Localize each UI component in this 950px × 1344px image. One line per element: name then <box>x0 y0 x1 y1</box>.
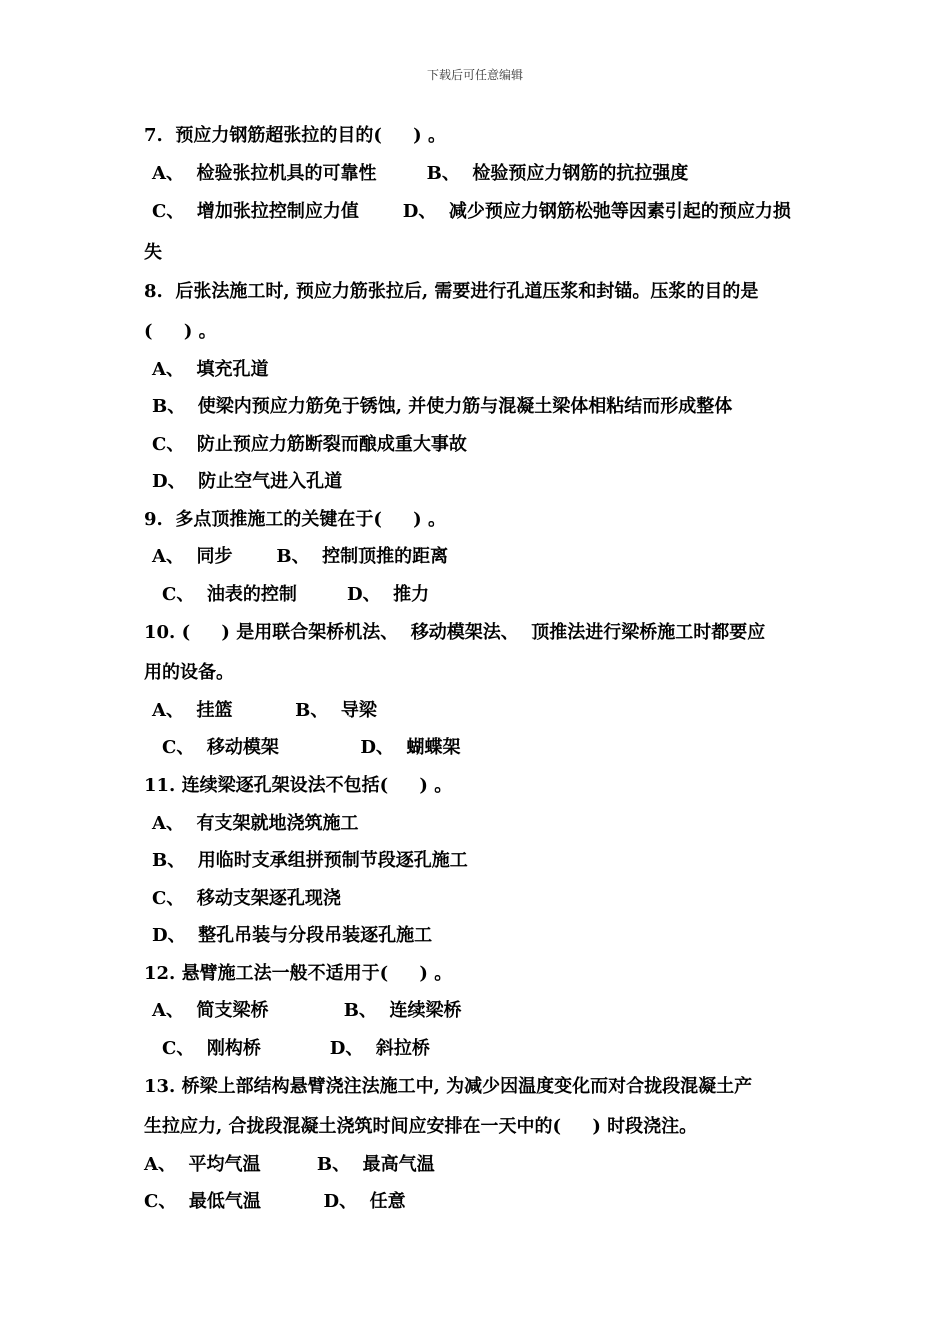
question-10-options-cd: C、 移动模架 D、 蝴蝶架 <box>162 737 461 758</box>
question-10-continuation: 用的设备。 <box>144 662 234 683</box>
question-7-options-cd: C、 增加张拉控制应力值 D、 减少预应力钢筋松弛等因素引起的预应力损 <box>152 201 791 222</box>
question-11-option-b: B、 用临时支承组拼预制节段逐孔施工 <box>152 850 468 871</box>
question-7: 7. 预应力钢筋超张拉的目的( ) 。 <box>144 125 446 146</box>
question-8-continuation: ( ) 。 <box>144 321 217 342</box>
question-12: 12. 悬臂施工法一般不适用于( ) 。 <box>144 963 453 984</box>
question-10: 10. ( ) 是用联合架桥机法、 移动模架法、 顶推法进行梁桥施工时都要应 <box>144 622 766 643</box>
question-9-options-ab: A、 同步 B、 控制顶推的距离 <box>152 546 449 567</box>
question-13-options-ab: A、 平均气温 B、 最高气温 <box>144 1154 435 1175</box>
question-10-options-ab: A、 挂篮 B、 导梁 <box>152 700 377 721</box>
question-11-option-c: C、 移动支架逐孔现浇 <box>152 888 341 909</box>
question-7-continuation: 失 <box>144 242 162 263</box>
question-8-option-d: D、 防止空气进入孔道 <box>152 471 343 492</box>
question-11: 11. 连续梁逐孔架设法不包括( ) 。 <box>144 775 453 796</box>
question-12-options-ab: A、 简支梁桥 B、 连续梁桥 <box>152 1000 462 1021</box>
question-9-options-cd: C、 油表的控制 D、 推力 <box>162 584 430 605</box>
page-header: 下载后可任意编辑 <box>426 68 523 82</box>
question-13-options-cd: C、 最低气温 D、 任意 <box>144 1191 406 1212</box>
question-7-options-ab: A、 检验张拉机具的可靠性 B、 检验预应力钢筋的抗拉强度 <box>152 163 689 184</box>
question-13: 13. 桥梁上部结构悬臂浇注法施工中, 为减少因温度变化而对合拢段混凝土产 <box>144 1076 753 1097</box>
question-9: 9. 多点顶推施工的关键在于( ) 。 <box>144 509 446 530</box>
question-11-option-d: D、 整孔吊装与分段吊装逐孔施工 <box>152 925 433 946</box>
question-11-option-a: A、 有支架就地浇筑施工 <box>152 813 359 834</box>
question-8: 8. 后张法施工时, 预应力筋张拉后, 需要进行孔道压浆和封锚。压浆的目的是 <box>144 281 759 302</box>
question-12-options-cd: C、 刚构桥 D、 斜拉桥 <box>162 1038 430 1059</box>
question-13-continuation: 生拉应力, 合拢段混凝土浇筑时间应安排在一天中的( ) 时段浇注。 <box>144 1116 698 1137</box>
question-8-option-c: C、 防止预应力筋断裂而酿成重大事故 <box>152 434 467 455</box>
question-8-option-b: B、 使梁内预应力筋免于锈蚀, 并使力筋与混凝土梁体相粘结而形成整体 <box>152 396 733 417</box>
question-8-option-a: A、 填充孔道 <box>152 359 269 380</box>
